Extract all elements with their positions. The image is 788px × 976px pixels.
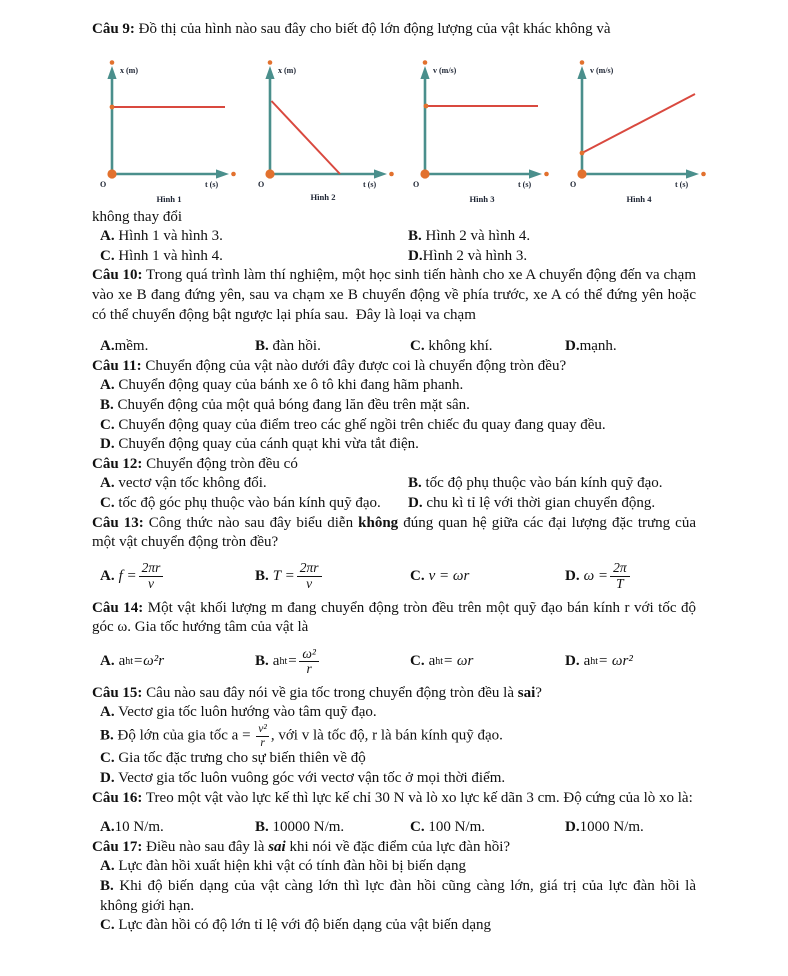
y-axis-label: x (m) — [120, 65, 138, 75]
plot-start-dot — [580, 150, 585, 155]
figure-hinh-4-svg — [565, 58, 715, 206]
question-15-text: Câu 15: Câu nào sau đây nói về gia tốc trong chuyển động tròn đều là sai? — [92, 684, 542, 701]
q10-option-c: C. không khí. — [410, 338, 493, 355]
y-axis-end-dot — [423, 60, 428, 65]
q12-option-d: D. chu kì tỉ lệ với thời gian chuyển động. — [408, 494, 656, 511]
figure-caption: Hình 2 — [310, 191, 336, 202]
q9-option-c: C. Hình 1 và hình 4. — [100, 247, 223, 264]
q14-formula-row — [92, 644, 696, 680]
x-axis-arrow — [686, 169, 699, 178]
fraction: $\frac{2\pi r}{v}$ — [297, 561, 322, 592]
question-9-body: Đồ thị của hình nào sau đây cho biết độ lớn động lượng của vật khác không và — [138, 21, 611, 37]
q12-option-c: C. tốc độ góc phụ thuộc vào bán kính quỹ đạo. — [100, 494, 381, 511]
x-axis-end-dot — [701, 171, 706, 176]
q17-option-a: A. Lực đàn hồi xuất hiện khi vật có tính đàn hồi bị biến dạng — [100, 858, 466, 875]
origin-dot — [577, 169, 586, 178]
fraction: $\frac{2\pi}{T}$ — [610, 561, 630, 592]
q15-option-a: A. Vectơ gia tốc luôn hướng vào tâm quỹ đạo. — [100, 704, 377, 721]
y-axis-end-dot — [580, 60, 585, 65]
q16-options-row — [92, 818, 696, 838]
question-17-label: Câu 17: — [92, 838, 143, 855]
question-13-label: Câu 13: — [92, 514, 144, 531]
y-axis-label: x (m) — [278, 65, 296, 75]
q16-option-a: A.10 N/m. — [100, 819, 164, 836]
q15-option-c: C. Gia tốc đặc trưng cho sự biến thiên về độ — [100, 750, 366, 767]
fraction: $\frac{\text{ω²}}{r}$ — [299, 647, 319, 678]
question-9-label: Câu 9: — [92, 21, 135, 37]
y-axis-end-dot — [268, 60, 273, 65]
q9-option-a: A. Hình 1 và hình 3. — [100, 228, 223, 245]
plot-line-decreasing-x — [272, 101, 341, 174]
q17-bold-italic-word: sai — [268, 838, 286, 855]
figure-caption: Hình 1 — [156, 193, 182, 204]
x-axis-arrow — [216, 169, 229, 178]
q15-option-b: B. Độ lớn của gia tốc a = $\frac{\text{v²}}{r}$ , với v là tốc độ, r là bán kính quỹ đạo. — [100, 723, 503, 749]
figure-hinh-3-svg — [408, 58, 558, 206]
q16-option-c: C. 100 N/m. — [410, 819, 486, 836]
q11-option-b: B. Chuyển động của một quả bóng đang lăn đều trên mặt sân. — [100, 396, 470, 413]
fraction: $\frac{\text{v²}}{r}$ — [258, 723, 267, 749]
question-12-text: Câu 12: Chuyển động tròn đều có — [92, 455, 298, 472]
question-13-text: Câu 13: Công thức nào sau đây biểu diễn không đúng quan hệ giữa các đại lượng đặc trưng của một vật chuyển động tròn đều? — [92, 514, 696, 551]
q11-option-c: C. Chuyển động quay của điểm treo các ghế ngồi trên chiếc đu quay đang quay đều. — [100, 416, 606, 433]
q16-option-b: B. 10000 N/m. — [255, 819, 345, 836]
q14-option-c: C. a ht = ωr — [410, 653, 474, 670]
q11-option-a: A. Chuyển động quay của bánh xe ô tô khi đang hãm phanh. — [100, 377, 464, 394]
y-axis-label: v (m/s) — [433, 65, 457, 75]
x-axis-label: t (s) — [518, 179, 532, 189]
x-axis-label: t (s) — [675, 179, 689, 189]
q9-option-d: D.Hình 2 và hình 3. — [408, 247, 528, 264]
q10-option-a: A.mềm. — [100, 338, 149, 355]
q13-bold-word: không — [358, 514, 399, 531]
q15-option-d: D. Vectơ gia tốc luôn vuông góc với vectơ vận tốc ở mọi thời điểm. — [100, 769, 506, 786]
question-9-text — [0, 20, 788, 40]
q17-option-b: B. Khi độ biến dạng của vật càng lớn thì lực đàn hồi cũng càng lớn, giá trị của lực đàn hồi là không giới hạn. — [100, 877, 696, 914]
origin-label: O — [570, 179, 577, 189]
question-16-label: Câu 16: — [92, 789, 143, 806]
q14-option-d: D. a ht = ωr² — [565, 653, 633, 670]
plot-start-dot — [424, 103, 429, 108]
origin-dot — [420, 169, 429, 178]
q10-option-b: B. đàn hồi. — [255, 338, 321, 355]
plot-start-dot — [110, 104, 115, 109]
figure-hinh-1-svg — [95, 58, 245, 206]
q13-option-c: C. v = ωr — [410, 568, 470, 585]
q17-option-c: C. Lực đàn hồi có độ lớn tỉ lệ với độ biến dạng của vật biến dạng — [100, 917, 491, 934]
q10-option-d: D.mạnh. — [565, 338, 617, 355]
question-11-label: Câu 11: — [92, 357, 142, 374]
question-16-text: Câu 16: Treo một vật vào lực kế thì lực kế chỉ 30 N và lò xo lực kế dãn 3 cm. Độ cứng của lò xo là: — [92, 789, 693, 806]
x-axis-arrow — [529, 169, 542, 178]
fraction: $\frac{2\pi r}{v}$ — [139, 561, 164, 592]
q14-option-b: B. a ht = $\frac{\text{ω²}}{r}$ — [255, 647, 410, 678]
figure-caption: Hình 4 — [626, 193, 652, 204]
y-axis-label: v (m/s) — [590, 65, 614, 75]
question-9-continuation: không thay đổi — [92, 208, 182, 225]
x-axis-arrow — [374, 169, 387, 178]
q13-option-b: B. T = $\frac{2\pi r}{v}$ — [255, 561, 410, 592]
origin-dot — [265, 169, 274, 178]
figure-hinh-4 — [565, 58, 715, 206]
x-axis-end-dot — [231, 171, 236, 176]
q16-option-d: D.1000 N/m. — [565, 819, 644, 836]
q15-bold-word: sai — [517, 684, 536, 701]
q12-option-a: A. vectơ vận tốc không đổi. — [100, 475, 267, 492]
question-14-text: Câu 14: Một vật khối lượng m đang chuyển động tròn đều trên một quỹ đạo bán kính r với tốc độ góc ω. Gia tốc hướng tâm của vật là — [92, 599, 697, 636]
origin-label: O — [100, 179, 107, 189]
q11-option-d: D. Chuyển động quay của cánh quạt khi vừa tắt điện. — [100, 436, 419, 453]
q13-formula-row — [92, 559, 696, 595]
figure-hinh-3 — [408, 58, 558, 206]
x-axis-end-dot — [544, 171, 549, 176]
q13-option-a: A. f = $\frac{2\pi r}{v}$ — [100, 561, 255, 592]
x-axis-end-dot — [389, 171, 394, 176]
x-axis-label: t (s) — [363, 179, 377, 189]
q13-option-d: D. ω = $\frac{2\pi}{T}$ — [565, 561, 632, 592]
question-15-label: Câu 15: — [92, 684, 143, 701]
plot-line-increasing-v — [582, 94, 695, 153]
q9-option-b: B. Hình 2 và hình 4. — [408, 228, 531, 245]
q9-options-row-1 — [92, 227, 696, 247]
q12-option-b: B. tốc độ phụ thuộc vào bán kính quỹ đạo. — [408, 475, 663, 492]
origin-dot — [107, 169, 116, 178]
q12-options-row-2 — [92, 494, 696, 514]
origin-label: O — [258, 179, 265, 189]
question-11-text: Câu 11: Chuyển động của vật nào dưới đây được coi là chuyển động tròn đều? — [92, 357, 567, 374]
figure-hinh-2-svg — [253, 58, 403, 206]
y-axis-end-dot — [110, 60, 115, 65]
q10-options-row — [92, 337, 696, 357]
question-14-label: Câu 14: — [92, 599, 144, 616]
question-17-text: Câu 17: Điều nào sau đây là sai khi nói về đặc điểm của lực đàn hồi? — [92, 838, 511, 855]
x-axis-label: t (s) — [205, 179, 219, 189]
figure-hinh-2 — [253, 58, 403, 206]
q14-option-a: A. a ht =ω²r — [100, 653, 165, 670]
q12-options-row-1 — [92, 474, 696, 494]
figure-hinh-1 — [95, 58, 245, 206]
origin-label: O — [413, 179, 420, 189]
question-10-label: Câu 10: — [92, 267, 143, 284]
figure-caption: Hình 3 — [469, 193, 495, 204]
document-body — [0, 208, 788, 936]
question-12-label: Câu 12: — [92, 455, 143, 472]
question-10-text: Câu 10: Trong quá trình làm thí nghiệm, một học sinh tiến hành cho xe A chuyển động đến va chạm vào xe B đang đứng yên, sau va chạm xe B chuyển động về phía trước, xe A có thể đứng yên hoặc có thể chuyển động bật ngược lại phía sau. Đây là loại va chạm — [92, 267, 697, 323]
figures-row — [0, 58, 788, 208]
q9-options-row-2 — [92, 247, 696, 267]
